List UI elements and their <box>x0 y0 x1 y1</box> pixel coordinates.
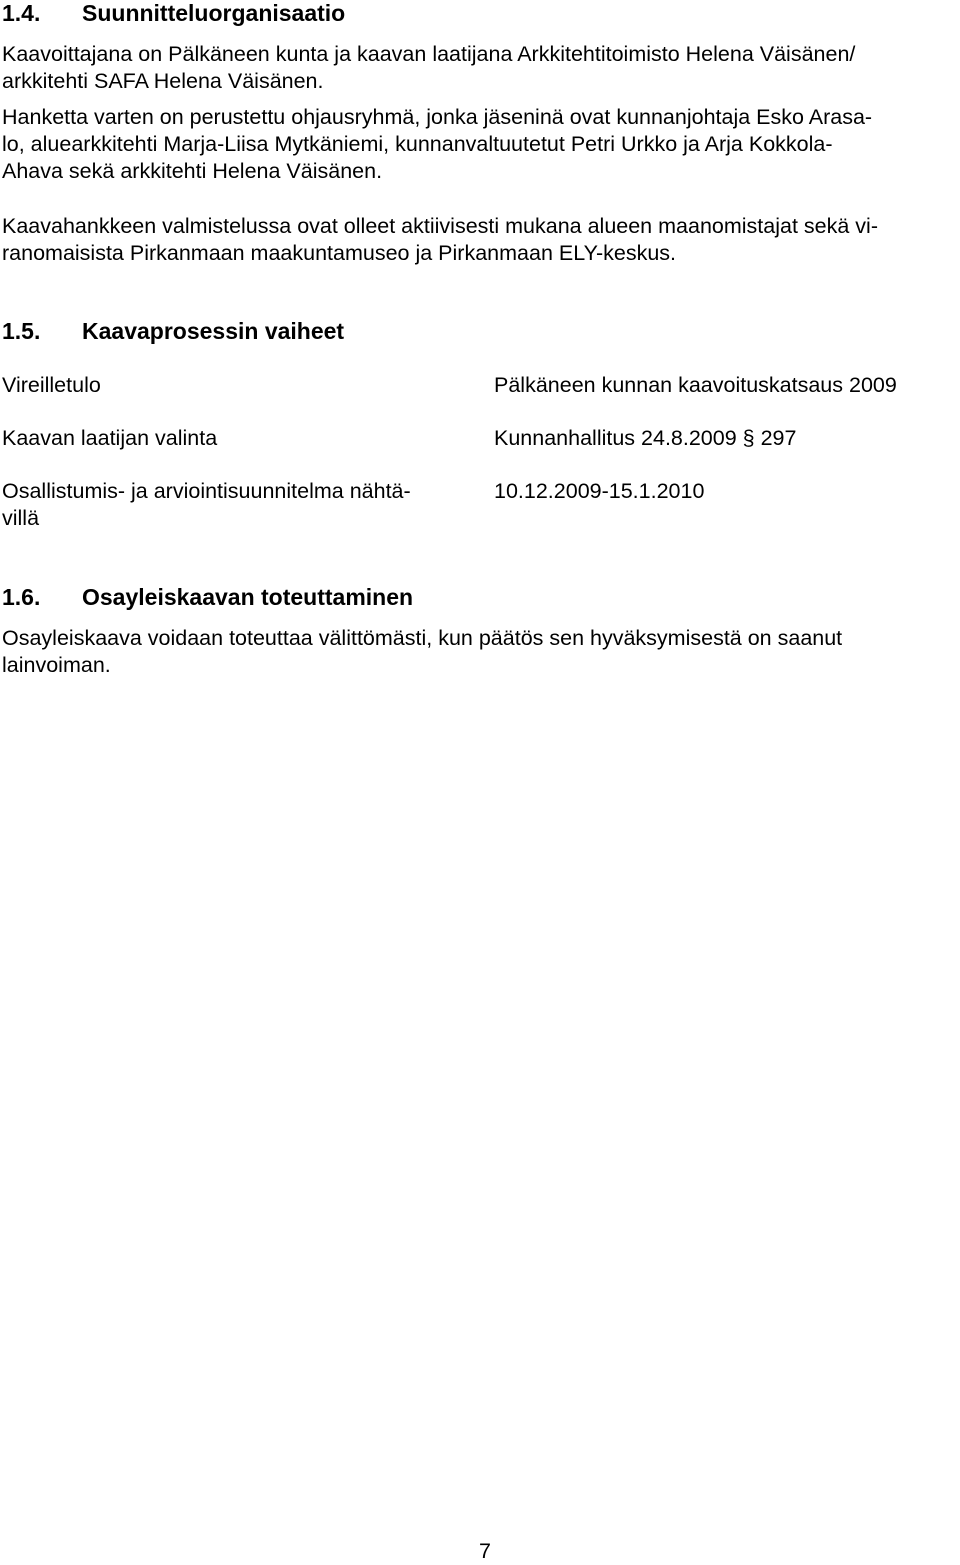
process-stage-label: Osallistumis- ja arviointisuunnitelma nähtä- villä <box>2 479 411 530</box>
section-heading-1-4 <box>2 0 345 27</box>
text-line: Kaavahankkeen valmistelussa ovat olleet aktiivisesti mukana alueen maanomistajat sekä vi- <box>2 214 878 238</box>
process-stage-label: Vireilletulo <box>2 373 101 397</box>
text-line: Kaavoittajana on Pälkäneen kunta ja kaavan laatijana Arkkitehtitoimisto Helena Väisänen/ <box>2 42 856 66</box>
paragraph-organisation <box>2 41 947 95</box>
text-line: Ahava sekä arkkitehti Helena Väisänen. <box>2 159 383 183</box>
section-title: Suunnitteluorganisaatio <box>82 0 346 26</box>
process-stage-label: Kaavan laatijan valinta <box>2 426 218 450</box>
text-line: arkkitehti SAFA Helena Väisänen. <box>2 69 324 93</box>
text-line: ranomaisista Pirkanmaan maakuntamuseo ja Pirkanmaan ELY-keskus. <box>2 241 676 265</box>
paragraph-participants <box>2 213 947 267</box>
paragraph-implementation <box>2 625 947 679</box>
process-stage-value: Kunnanhallitus 24.8.2009 § 297 <box>494 426 797 450</box>
text-line: lainvoiman. <box>2 653 111 677</box>
text-line: lo, aluearkkitehti Marja-Liisa Mytkäniemi, kunnanvaltuutetut Petri Urkko ja Arja Kokkola- <box>2 132 833 156</box>
section-title: Osayleiskaavan toteuttaminen <box>82 584 414 610</box>
paragraph-steering-group <box>2 104 947 185</box>
page-number: 7 <box>479 1539 491 1563</box>
section-number: 1.6. <box>2 584 41 610</box>
process-stage-value: 10.12.2009-15.1.2010 <box>494 479 705 503</box>
section-title: Kaavaprosessin vaiheet <box>82 318 345 344</box>
section-number: 1.5. <box>2 318 41 344</box>
section-number: 1.4. <box>2 0 41 26</box>
text-line: Hanketta varten on perustettu ohjausryhmä, jonka jäseninä ovat kunnanjohtaja Esko Arasa- <box>2 105 873 129</box>
text-line: Osayleiskaava voidaan toteuttaa välittömästi, kun päätös sen hyväksymisestä on saanut <box>2 626 843 650</box>
section-heading-1-5 <box>2 318 344 345</box>
process-stage-value: Pälkäneen kunnan kaavoituskatsaus 2009 <box>494 373 897 397</box>
section-heading-1-6 <box>2 584 413 611</box>
